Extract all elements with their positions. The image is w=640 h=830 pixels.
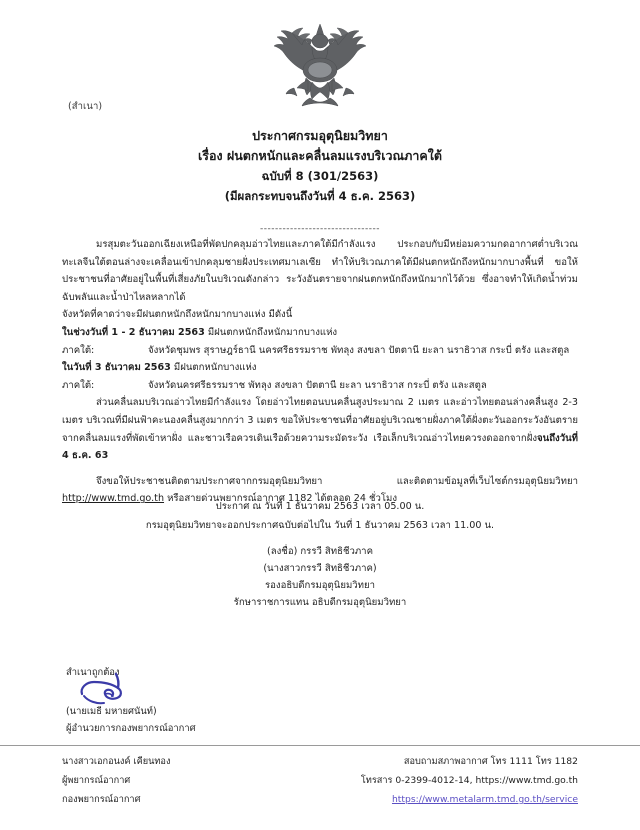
period-2-province-row [62, 377, 578, 395]
follow-up-text: จึงขอให้ประชาชนติดตามประกาศจากกรมอุตุนิยมวิทยา และติดตามข้อมูลที่เว็บไซต์กรมอุตุนิยมวิทยา [96, 475, 578, 487]
paragraph-province-intro: จังหวัดที่คาดว่าจะมีฝนตกหนักถึงหนักมากบางแห่ง มีดังนี้ [62, 309, 293, 321]
title-block [0, 126, 640, 206]
document-subject: เรื่อง ฝนตกหนักและคลื่นลมแรงบริเวณภาคใต้ [197, 148, 442, 163]
forecaster-division: กองพยากรณ์อากาศ [62, 794, 141, 805]
document-body [62, 236, 578, 508]
footer-right-column [361, 752, 578, 809]
certify-label: สำเนาถูกต้อง [66, 667, 120, 678]
period-2-provinces: จังหวัดนครศรีธรรมราช พัทลุง สงขลา ปัตตานี ยะลา นราธิวาส กระบี่ ตรัง และสตูล [148, 379, 487, 391]
signer-name: (นางสาวกรรวี สิทธิชีวภาค) [263, 563, 377, 574]
period-1-condition: มีฝนตกหนักถึงหนักมากบางแห่ง [204, 326, 338, 338]
signature-block [0, 543, 640, 611]
follow-up-text-post: หรือสายด่วนพยากรณ์อากาศ 1182 ได้ตลอด 24 ชั่วโมง [164, 493, 398, 505]
next-issue-datetime: กรมอุตุนิยมวิทยาจะออกประกาศฉบับต่อไปใน วันที่ 1 ธันวาคม 2563 เวลา 11.00 น. [145, 520, 495, 531]
metalarm-service-row [361, 790, 578, 809]
footer-divider [0, 745, 640, 746]
fax-and-website [361, 771, 578, 790]
announced-datetime: ประกาศ ณ วันที่ 1 ธันวาคม 2563 เวลา 05.00 น. [215, 501, 425, 512]
certifier-name: (นายเมธี มหายศนันท์) [66, 706, 157, 717]
signed-by-line: (ลงชื่อ) กรรวี สิทธิชีวภาค [267, 546, 373, 557]
paragraph-situation: มรสุมตะวันออกเฉียงเหนือที่พัดปกคลุมอ่าวไทยและภาคใต้มีกำลังแรง ประกอบกับมีหย่อมความกดอากาศต่ำบริเวณทะเลจีนใต้ตอนล่างจะเคลื่อนเข้าปกคลุมชายฝั่งประเทศมาเลเซีย ทำให้บริเวณภาคใต้มีฝนตกหนักถึงหนักมากบางพื้นที่ ขอให้ประชาชนที่อาศัยอยู่ในพื้นที่เสี่ยงภัยในบริเวณดังกล่าว ระวังอันตรายจากฝนตกหนักถึงหนักมากไว้ด้วย ซึ่งอาจทำให้เกิดน้ำท่วมฉับพลันและน้ำป่าไหลหลากได้ [62, 239, 578, 303]
period-2-heading [62, 359, 578, 377]
effective-until: (มีผลกระทบจนถึงวันที่ 4 ธ.ค. 2563) [224, 189, 416, 203]
divider: -------------------------------- [260, 224, 380, 234]
period-1-province-row [62, 342, 578, 360]
period-1-provinces: จังหวัดชุมพร สุราษฎร์ธานี นครศรีธรรมราช พัทลุง สงขลา ปัตตานี ยะลา นราธิวาส กระบี่ ตรัง และสตูล [148, 344, 570, 356]
issue-number: ฉบับที่ 8 (301/2563) [261, 169, 379, 183]
period-1-dates: ในช่วงวันที่ 1 - 2 ธันวาคม 2563 [62, 326, 205, 338]
copy-label: (สำเนา) [68, 101, 103, 112]
period-1-region-label: ภาคใต้: [62, 344, 95, 356]
emblem-container [0, 18, 640, 110]
sea-waves-until: จนถึงวันที่ 4 ธ.ค. 63 [62, 432, 578, 462]
footer [0, 752, 640, 822]
period-1-heading [62, 324, 578, 342]
forecaster-title: ผู้พยากรณ์อากาศ [62, 775, 131, 786]
garuda-emblem [268, 18, 372, 110]
period-2-dates: ในวันที่ 3 ธันวาคม 2563 [62, 362, 171, 374]
tmd-website-footer-link[interactable]: https://www.tmd.go.th [475, 775, 578, 786]
weather-hotline: สอบถามสภาพอากาศ โทร 1111 โทร 1182 [403, 756, 578, 767]
metalarm-service-link[interactable]: https://www.metalarm.tmd.go.th/service [391, 794, 578, 805]
footer-left-column [62, 752, 170, 809]
signer-position-acting: รักษาราชการแทน อธิบดีกรมอุตุนิยมวิทยา [233, 597, 407, 608]
period-2-condition: มีฝนตกหนักบางแห่ง [170, 362, 257, 374]
certify-name-block [66, 703, 196, 737]
fax-number: โทรสาร 0-2399-4012-14, [360, 775, 476, 786]
signer-position-primary: รองอธิบดีกรมอุตุนิยมวิทยา [264, 580, 376, 591]
issuance-block [0, 497, 640, 535]
paragraph-sea-waves [62, 394, 578, 464]
page-title: ประกาศกรมอุตุนิยมวิทยา [252, 128, 388, 143]
period-2-region-label: ภาคใต้: [62, 379, 95, 391]
certifier-position: ผู้อำนวยการกองพยากรณ์อากาศ [66, 723, 196, 734]
forecaster-name: นางสาวเอกอนงค์ เคียนทอง [62, 756, 171, 767]
sea-waves-text: ส่วนคลื่นลมบริเวณอ่าวไทยมีกำลังแรง โดยอ่าวไทยตอนบนคลื่นสูงประมาณ 2 เมตร และอ่าวไทยตอนล่างคลื่นสูง 2-3 เมตร บริเวณที่มีฝนฟ้าคะนองคลื่นสูงมากกว่า 3 เมตร ขอให้ประชาชนที่อาศัยอยู่บริเวณชายฝั่งภาคใต้ฝั่งตะวันออกระวังอันตรายจากคลื่นลมแรงที่พัดเข้าหาฝั่ง และชาวเรือควรเดินเรือด้วยความระมัดระวัง เรือเล็กบริเวณอ่าวไทยควรงดออกจากฝั่ง [62, 397, 578, 444]
tmd-website-link[interactable]: http://www.tmd.go.th [62, 493, 165, 505]
